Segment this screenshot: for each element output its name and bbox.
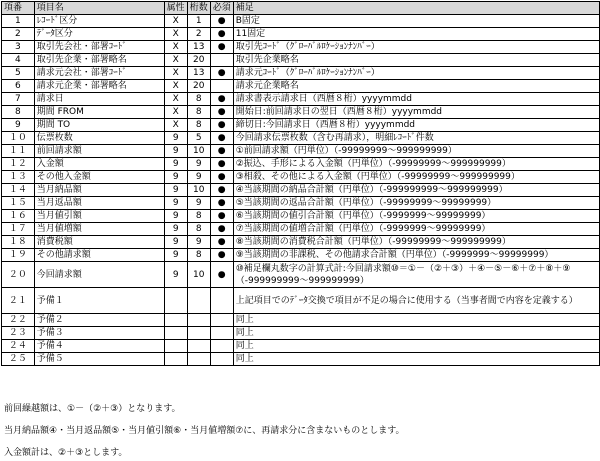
digits-cell: 2 — [187, 28, 210, 41]
row-no-cell: 3 — [2, 41, 35, 54]
required-mark-cell: ● — [210, 171, 233, 184]
note-cell: ①前回請求額（円単位）（-99999999～999999999） — [233, 145, 599, 158]
item-name-cell: その他請求額 — [34, 249, 164, 262]
digits-cell — [187, 327, 210, 340]
attribute-cell: 9 — [164, 249, 187, 262]
item-name-cell: 取引先企業・部署略名 — [34, 54, 164, 67]
row-no-cell: 7 — [2, 93, 35, 106]
header-row — [2, 2, 600, 15]
note-cell: ⑨当該期間の非課税、その他請求合計額（円単位）（-9999999～99999999） — [233, 249, 599, 262]
table-row — [2, 197, 600, 210]
note-cell: ②振込、手形による入金額（円単位）（-99999999～999999999） — [233, 158, 599, 171]
attribute-cell: X — [164, 28, 187, 41]
note-cell: 同上 — [233, 314, 599, 327]
row-no-cell: 4 — [2, 54, 35, 67]
note-cell: ⑧当該期間の消費税合計額（円単位）（-99999999～999999999） — [233, 236, 599, 249]
item-name-cell: 当月納品額 — [34, 184, 164, 197]
table-row — [2, 223, 600, 236]
row-no-cell: １０ — [2, 132, 35, 145]
required-mark-cell — [210, 288, 233, 314]
digits-cell: 8 — [187, 210, 210, 223]
item-name-cell: 当月値増額 — [34, 223, 164, 236]
row-no-cell: ２４ — [2, 340, 35, 353]
attribute-cell: 9 — [164, 210, 187, 223]
table-row — [2, 106, 600, 119]
required-mark-cell: ● — [210, 223, 233, 236]
required-mark-cell: ● — [210, 119, 233, 132]
header-attr: 属性 — [164, 2, 187, 15]
table-row — [2, 119, 600, 132]
note-cell: ③相殺、その他による入金額（円単位）（-99999999～999999999） — [233, 171, 599, 184]
item-name-cell: 当月返品額 — [34, 197, 164, 210]
required-mark-cell: ● — [210, 15, 233, 28]
table-row — [2, 158, 600, 171]
row-no-cell: １７ — [2, 223, 35, 236]
table-row — [2, 80, 600, 93]
table-body — [2, 15, 600, 366]
table-row — [2, 314, 600, 327]
digits-cell: 5 — [187, 132, 210, 145]
row-no-cell: ２３ — [2, 327, 35, 340]
item-name-cell: 予備４ — [34, 340, 164, 353]
header-digits: 桁数 — [187, 2, 210, 15]
table-row — [2, 210, 600, 223]
required-mark-cell: ● — [210, 236, 233, 249]
header-no: 項番 — [2, 2, 35, 15]
item-name-cell: 今回請求額 — [34, 262, 164, 288]
table-row — [2, 249, 600, 262]
row-no-cell: １２ — [2, 158, 35, 171]
digits-cell: 20 — [187, 80, 210, 93]
digits-cell: 9 — [187, 236, 210, 249]
attribute-cell — [164, 340, 187, 353]
attribute-cell: X — [164, 41, 187, 54]
note-cell: 同上 — [233, 327, 599, 340]
digits-cell: 10 — [187, 184, 210, 197]
note-cell: ⑥当該期間の値引合計額（円単位）（-9999999～99999999） — [233, 210, 599, 223]
note-cell: 締切日:今回請求日（西暦８桁）yyyymmdd — [233, 119, 599, 132]
digits-cell: 1 — [187, 15, 210, 28]
spec-table — [1, 1, 600, 366]
digits-cell: 8 — [187, 106, 210, 119]
digits-cell: 13 — [187, 67, 210, 80]
attribute-cell: 9 — [164, 171, 187, 184]
note-cell: 開始日:前回請求日の翌日（西暦８桁）yyyymmdd — [233, 106, 599, 119]
note-cell: 同上 — [233, 353, 599, 366]
footnote-3: 入金額計は、②＋③とします。 — [4, 448, 128, 458]
required-mark-cell: ● — [210, 132, 233, 145]
digits-cell: 9 — [187, 158, 210, 171]
attribute-cell: X — [164, 106, 187, 119]
note-cell: 取引先ｺｰﾄﾞ（ｸﾞﾛｰﾊﾞﾙﾛｹｰｼｮﾝﾅﾝﾊﾞｰ） — [233, 41, 599, 54]
digits-cell — [187, 288, 210, 314]
table-row — [2, 171, 600, 184]
row-no-cell: ２２ — [2, 314, 35, 327]
attribute-cell: 9 — [164, 158, 187, 171]
table-row — [2, 132, 600, 145]
required-mark-cell: ● — [210, 106, 233, 119]
digits-cell: 10 — [187, 145, 210, 158]
required-mark-cell: ● — [210, 158, 233, 171]
required-mark-cell — [210, 80, 233, 93]
required-mark-cell: ● — [210, 210, 233, 223]
item-name-cell: 当月値引額 — [34, 210, 164, 223]
required-mark-cell — [210, 340, 233, 353]
required-mark-cell — [210, 54, 233, 67]
item-name-cell: 予備３ — [34, 327, 164, 340]
item-name-cell: 期間 TO — [34, 119, 164, 132]
row-no-cell: １１ — [2, 145, 35, 158]
attribute-cell — [164, 314, 187, 327]
item-name-cell: 伝票枚数 — [34, 132, 164, 145]
header-required: 必須 — [210, 2, 233, 15]
row-no-cell: 2 — [2, 28, 35, 41]
row-no-cell: １６ — [2, 210, 35, 223]
required-mark-cell — [210, 353, 233, 366]
note-cell: 請求書表示請求日（西暦８桁）yyyymmdd — [233, 93, 599, 106]
row-no-cell: 5 — [2, 67, 35, 80]
digits-cell: 10 — [187, 262, 210, 288]
note-cell: 取引先企業略名 — [233, 54, 599, 67]
footnote-1: 前回繰越額は、①－（②＋③）となります。 — [4, 404, 181, 414]
attribute-cell: X — [164, 93, 187, 106]
digits-cell: 8 — [187, 119, 210, 132]
required-mark-cell — [210, 327, 233, 340]
attribute-cell: 9 — [164, 236, 187, 249]
note-cell: ④当該期間の納品合計額（円単位）（-999999999～999999999） — [233, 184, 599, 197]
note-cell: 請求元ｺｰﾄﾞ（ｸﾞﾛｰﾊﾞﾙﾛｹｰｼｮﾝﾅﾝﾊﾞｰ） — [233, 67, 599, 80]
note-cell: 上記項目でのﾃﾞｰﾀ交換で項目が不足の場合に使用する（当事者間で内容を定義する） — [233, 288, 599, 314]
table-row — [2, 262, 600, 288]
note-cell: 今回請求伝票枚数（含む再請求），明細ﾚｺｰﾄﾞ件数 — [233, 132, 599, 145]
item-name-cell: 請求日 — [34, 93, 164, 106]
row-no-cell: 1 — [2, 15, 35, 28]
note-cell: B固定 — [233, 15, 599, 28]
item-name-cell: 請求元会社・部署ｺｰﾄﾞ — [34, 67, 164, 80]
item-name-cell: 請求元企業・部署略名 — [34, 80, 164, 93]
table-row — [2, 236, 600, 249]
digits-cell: 9 — [187, 197, 210, 210]
digits-cell: 9 — [187, 171, 210, 184]
attribute-cell: X — [164, 119, 187, 132]
table-row — [2, 327, 600, 340]
table-row — [2, 15, 600, 28]
required-mark-cell: ● — [210, 28, 233, 41]
note-cell: ⑩補足欄丸数字の計算式計:今回請求額⑩＝①－（②＋③）＋④－⑤－⑥＋⑦＋⑧＋⑨ （-999999999～999999999） — [233, 262, 599, 288]
item-name-cell: 期間 FROM — [34, 106, 164, 119]
table-row — [2, 184, 600, 197]
item-name-cell: 予備５ — [34, 353, 164, 366]
row-no-cell: ２１ — [2, 288, 35, 314]
note-cell: ⑤当該期間の返品合計額（円単位）（-99999999～99999999） — [233, 197, 599, 210]
row-no-cell: １９ — [2, 249, 35, 262]
table-row — [2, 353, 600, 366]
row-no-cell: １５ — [2, 197, 35, 210]
digits-cell — [187, 314, 210, 327]
digits-cell — [187, 340, 210, 353]
attribute-cell: 9 — [164, 132, 187, 145]
row-no-cell: 6 — [2, 80, 35, 93]
footnote-2: 当月納品額④・当月返品額⑤・当月値引額⑥・当月値増額⑦に、再請求分に含まないものとします。 — [4, 426, 405, 436]
table-row — [2, 93, 600, 106]
attribute-cell: X — [164, 80, 187, 93]
digits-cell: 8 — [187, 223, 210, 236]
item-name-cell: 前回請求額 — [34, 145, 164, 158]
item-name-cell: 入金額 — [34, 158, 164, 171]
required-mark-cell: ● — [210, 41, 233, 54]
table-row — [2, 54, 600, 67]
digits-cell: 20 — [187, 54, 210, 67]
required-mark-cell — [210, 314, 233, 327]
row-no-cell: １８ — [2, 236, 35, 249]
table-row — [2, 41, 600, 54]
digits-cell: 8 — [187, 93, 210, 106]
attribute-cell: 9 — [164, 223, 187, 236]
required-mark-cell: ● — [210, 67, 233, 80]
item-name-cell: ﾃﾞｰﾀ区分 — [34, 28, 164, 41]
item-name-cell: 消費税額 — [34, 236, 164, 249]
table-row — [2, 340, 600, 353]
item-name-cell: ﾚｺｰﾄﾞ区分 — [34, 15, 164, 28]
attribute-cell: X — [164, 67, 187, 80]
item-name-cell: 取引先会社・部署ｺｰﾄﾞ — [34, 41, 164, 54]
item-name-cell: 予備２ — [34, 314, 164, 327]
digits-cell — [187, 353, 210, 366]
table-row — [2, 28, 600, 41]
row-no-cell: １３ — [2, 171, 35, 184]
row-no-cell: ２５ — [2, 353, 35, 366]
table-row — [2, 67, 600, 80]
note-cell: 同上 — [233, 340, 599, 353]
item-name-cell: 予備１ — [34, 288, 164, 314]
header-name: 項目名 — [34, 2, 164, 15]
note-cell: 11固定 — [233, 28, 599, 41]
attribute-cell — [164, 288, 187, 314]
required-mark-cell: ● — [210, 145, 233, 158]
attribute-cell: 9 — [164, 145, 187, 158]
digits-cell: 13 — [187, 41, 210, 54]
attribute-cell — [164, 327, 187, 340]
row-no-cell: 9 — [2, 119, 35, 132]
row-no-cell: ２０ — [2, 262, 35, 288]
note-cell: ⑦当該期間の値増合計額（円単位）（-9999999～99999999） — [233, 223, 599, 236]
attribute-cell: X — [164, 54, 187, 67]
required-mark-cell: ● — [210, 184, 233, 197]
table-row — [2, 288, 600, 314]
digits-cell: 8 — [187, 249, 210, 262]
required-mark-cell: ● — [210, 93, 233, 106]
attribute-cell: 9 — [164, 262, 187, 288]
required-mark-cell: ● — [210, 249, 233, 262]
row-no-cell: 8 — [2, 106, 35, 119]
required-mark-cell: ● — [210, 262, 233, 288]
required-mark-cell: ● — [210, 197, 233, 210]
attribute-cell: 9 — [164, 197, 187, 210]
header-note: 補足 — [233, 2, 599, 15]
note-cell: 請求元企業略名 — [233, 80, 599, 93]
attribute-cell: X — [164, 15, 187, 28]
table-row — [2, 145, 600, 158]
item-name-cell: その他入金額 — [34, 171, 164, 184]
attribute-cell — [164, 353, 187, 366]
attribute-cell: 9 — [164, 184, 187, 197]
row-no-cell: １４ — [2, 184, 35, 197]
